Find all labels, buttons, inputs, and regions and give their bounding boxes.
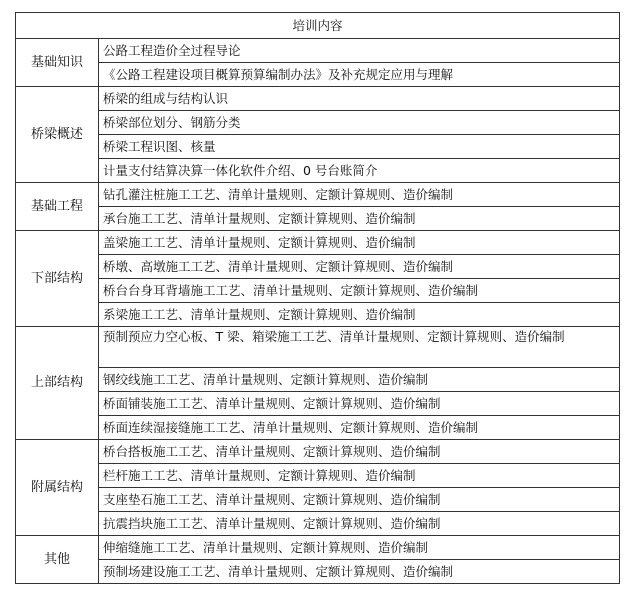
- category-cell: 基础工程: [16, 183, 99, 231]
- table-row: [16, 327, 620, 368]
- table-row: [16, 416, 620, 440]
- table-row: [16, 87, 620, 111]
- table-row: [16, 440, 620, 464]
- table-row: [16, 464, 620, 488]
- content-cell: 桥台搭板施工工艺、清单计量规则、定额计算规则、造价编制: [99, 440, 620, 464]
- table-row: [16, 536, 620, 560]
- category-cell: 附属结构: [16, 440, 99, 536]
- category-cell: 下部结构: [16, 231, 99, 327]
- category-cell: 其他: [16, 536, 99, 584]
- content-cell: 伸缩缝施工工艺、清单计量规则、定额计算规则、造价编制: [99, 536, 620, 560]
- content-cell: 钢绞线施工工艺、清单计量规则、定额计算规则、造价编制: [99, 368, 620, 392]
- content-cell: 栏杆施工工艺、清单计量规则、定额计算规则、造价编制: [99, 464, 620, 488]
- content-cell: 桥梁工程识图、核量: [99, 135, 620, 159]
- content-cell: 桥台台身耳背墙施工工艺、清单计量规则、定额计算规则、造价编制: [99, 279, 620, 303]
- content-cell: 桥面铺装施工工艺、清单计量规则、定额计算规则、造价编制: [99, 392, 620, 416]
- training-content-table: [15, 12, 620, 584]
- table-row: [16, 63, 620, 87]
- content-cell: 承台施工工艺、清单计量规则、定额计算规则、造价编制: [99, 207, 620, 231]
- category-cell: 桥梁概述: [16, 87, 99, 183]
- category-cell: 基础知识: [16, 39, 99, 87]
- content-cell: 计量支付结算决算一体化软件介绍、0 号台账简介: [99, 159, 620, 183]
- table-header-row: [16, 13, 620, 39]
- content-cell: 支座垫石施工工艺、清单计量规则、定额计算规则、造价编制: [99, 488, 620, 512]
- table-row: [16, 368, 620, 392]
- table-row: [16, 303, 620, 327]
- category-cell: 上部结构: [16, 327, 99, 440]
- table-row: [16, 231, 620, 255]
- content-cell: 桥梁部位划分、钢筋分类: [99, 111, 620, 135]
- content-cell: 预制预应力空心板、T 梁、箱梁施工工艺、清单计量规则、定额计算规则、造价编制: [99, 327, 620, 368]
- table-row: [16, 279, 620, 303]
- content-cell: 盖梁施工工艺、清单计量规则、定额计算规则、造价编制: [99, 231, 620, 255]
- table-row: [16, 488, 620, 512]
- table-row: [16, 560, 620, 584]
- table-body: [16, 39, 620, 584]
- content-cell: 系梁施工工艺、清单计量规则、定额计算规则、造价编制: [99, 303, 620, 327]
- table-title: 培训内容: [16, 13, 620, 39]
- table-row: [16, 183, 620, 207]
- table-row: [16, 392, 620, 416]
- content-cell: 桥梁的组成与结构认识: [99, 87, 620, 111]
- content-cell: 预制场建设施工工艺、清单计量规则、定额计算规则、造价编制: [99, 560, 620, 584]
- table-row: [16, 39, 620, 63]
- table-row: [16, 159, 620, 183]
- table-row: [16, 111, 620, 135]
- content-cell: 桥墩、高墩施工工艺、清单计量规则、定额计算规则、造价编制: [99, 255, 620, 279]
- content-cell: 《公路工程建设项目概算预算编制办法》及补充规定应用与理解: [99, 63, 620, 87]
- content-cell: 钻孔灌注桩施工工艺、清单计量规则、定额计算规则、造价编制: [99, 183, 620, 207]
- table-row: [16, 135, 620, 159]
- table-row: [16, 207, 620, 231]
- content-cell: 桥面连续湿接缝施工工艺、清单计量规则、定额计算规则、造价编制: [99, 416, 620, 440]
- table-row: [16, 512, 620, 536]
- content-cell: 抗震挡块施工工艺、清单计量规则、定额计算规则、造价编制: [99, 512, 620, 536]
- table-row: [16, 255, 620, 279]
- content-cell: 公路工程造价全过程导论: [99, 39, 620, 63]
